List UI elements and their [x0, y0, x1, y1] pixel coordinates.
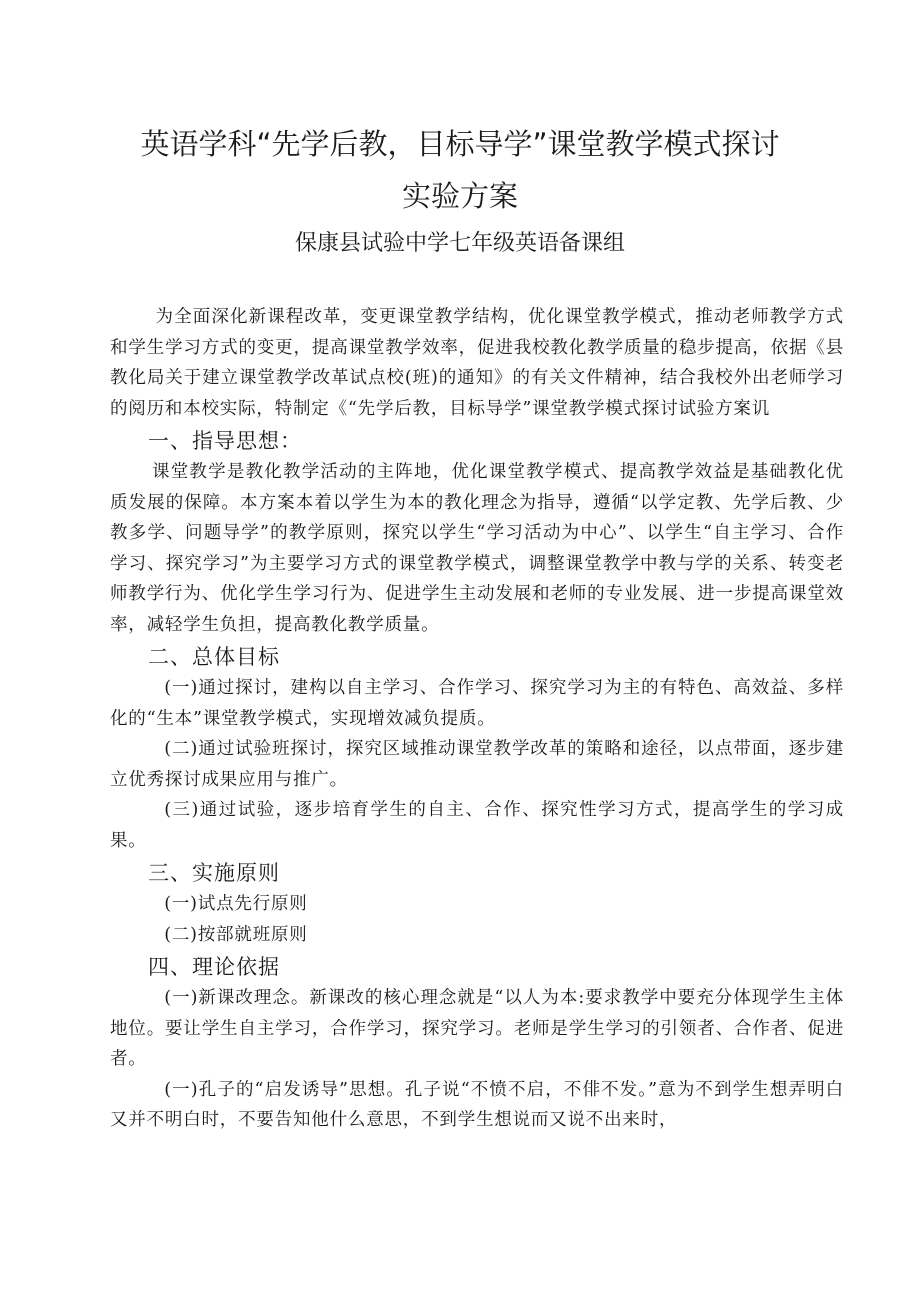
document-title-line2: 实验方案: [401, 179, 518, 213]
section-heading-theoretical-basis: 四、理论依据: [148, 955, 280, 979]
theory-item: (一)孔子的“启发诱导”思想。孔子说“不愤不启，不俳不发。”意为不到学生想弄明白又并不明白时，不要告知他什么意思，不到学生想说而又说不出来时，: [110, 1079, 844, 1130]
theory-item: (一)新课改理念。新课改的核心理念就是“以人为本:要求教学中要充分体现学生主体地位。要让学生自主学习，合作学习，探究学习。老师是学生学习的引领者、合作者、促进者。: [110, 988, 844, 1069]
document-title-line1: 英语学科“先学后教，目标导学”课堂教学模式探讨: [140, 127, 780, 161]
intro-paragraph: 为全面深化新课程改革，变更课堂教学结构，优化课堂教学模式，推动老师教学方式和学生学习方式的变更，提高课堂教学效率，促进我校教化教学质量的稳步提高，依据《县教化局关于建立课堂教学改革试点校(班)的通知》的有关文件精神，结合我校外出老师学习的阅历和本校实际，特制定《“先学后教，目标导学”课堂教学模式探讨试验方案讥: [110, 307, 844, 419]
section-heading-overall-goals: 二、总体目标: [148, 645, 280, 669]
document-subtitle: 保康县试验中学七年级英语备课组: [294, 231, 625, 256]
goal-item: (二)通过试验班探讨，探究区域推动课堂教学改革的策略和途径，以点带面，逐步建立优秀探讨成果应用与推广。: [110, 739, 844, 790]
goal-item: (一)通过探讨，建构以自主学习、合作学习、探究学习为主的有特色、高效益、多样化的“生本”课堂教学模式，实现增效减负提质。: [110, 678, 844, 729]
principle-item: (二)按部就班原则: [164, 924, 308, 945]
section-heading-principles: 三、实施原则: [148, 861, 280, 885]
document-body: [110, 302, 844, 1136]
goal-item: (三)通过试验，逐步培育学生的自主、合作、探究性学习方式，提高学生的学习成果。: [110, 800, 844, 851]
section-heading-guiding-ideology: 一、指导思想：: [148, 429, 302, 453]
section1-paragraph: 课堂教学是教化教学活动的主阵地，优化课堂教学模式、提高教学效益是基础教化优质发展的保障。本方案本着以学生为本的教化理念为指导，遵循“以学定教、先学后教、少教多学、问题导学”的教学原则，探究以学生“学习活动为中心”、以学生“自主学习、合作学习、探究学习”为主要学习方式的课堂教学模式，调整课堂教学中教与学的关系、转变老师教学行为、优化学生学习行为、促进学生主动发展和老师的专业发展、进一步提高课堂效率，减轻学生负担，提高教化教学质量。: [110, 462, 844, 635]
principle-item: (一)试点先行原则: [164, 894, 308, 914]
